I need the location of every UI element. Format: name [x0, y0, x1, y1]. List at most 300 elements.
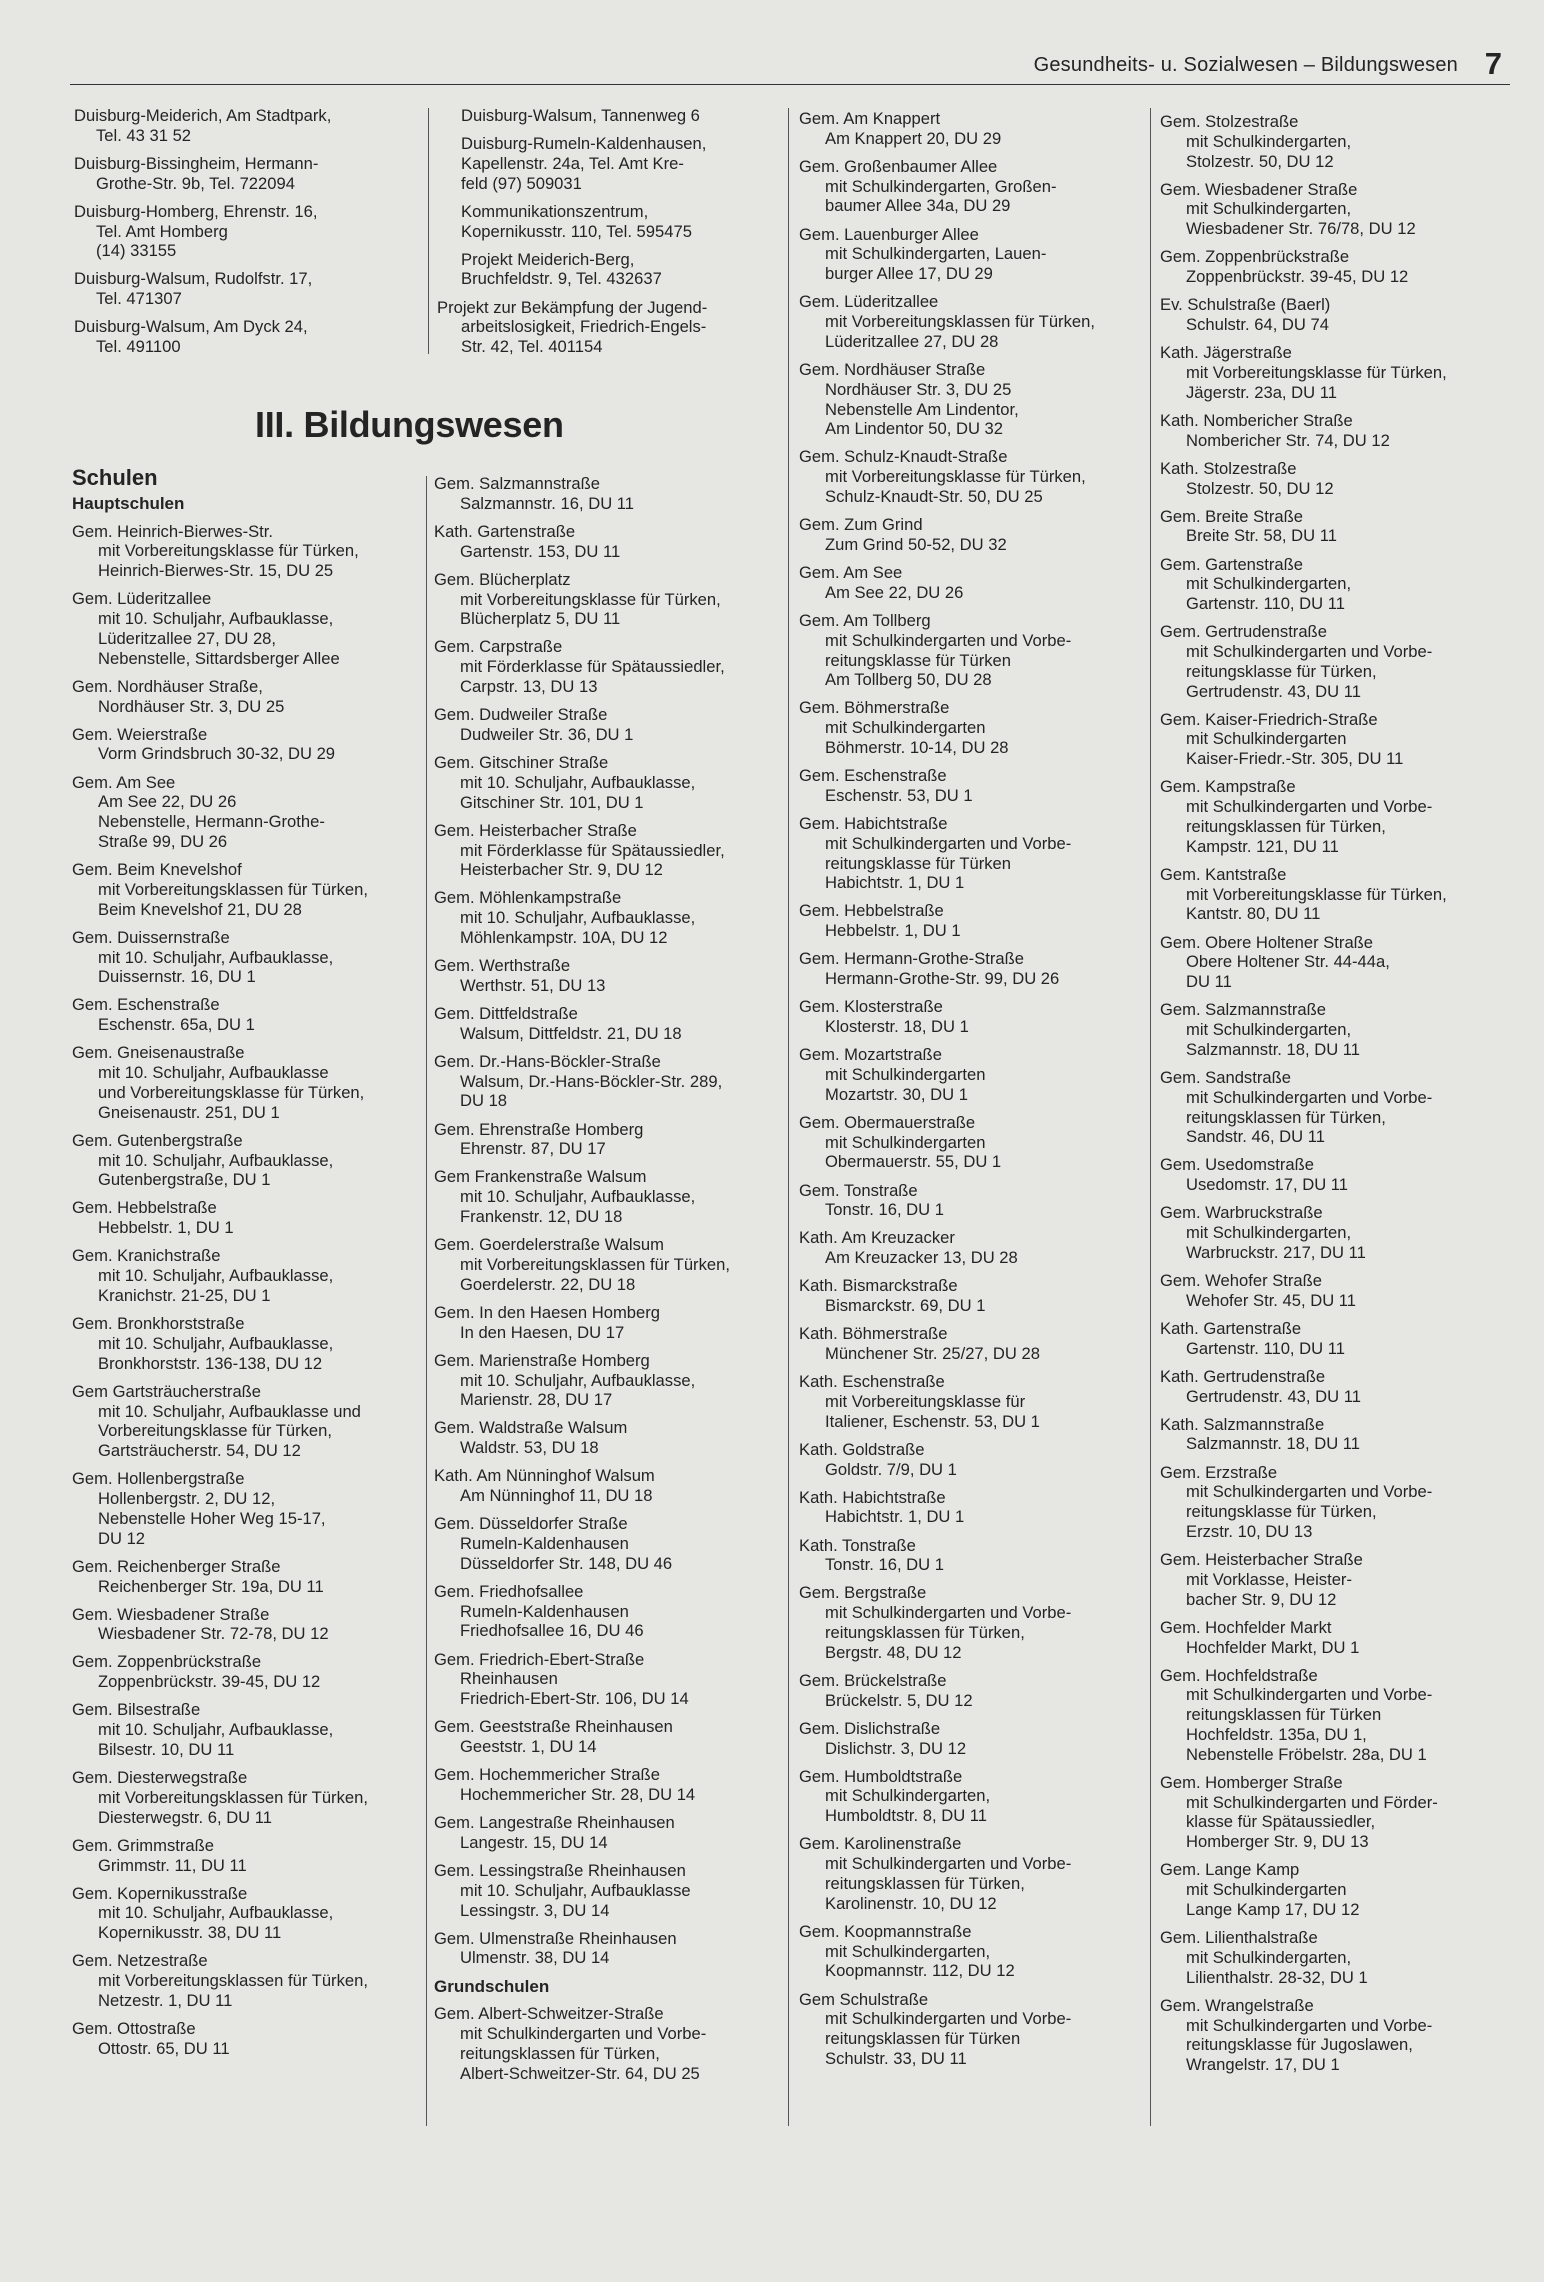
top-mid-address-list [437, 106, 782, 365]
school-name: Gem. Breite Straße [1160, 506, 1303, 526]
address-line: Kampstr. 121, DU 11 [1186, 836, 1339, 856]
school-name: Gem. Gartenstraße [1160, 554, 1303, 574]
list-item [437, 134, 782, 193]
school-name: Gem. Sandstraße [1160, 1067, 1291, 1087]
list-item [434, 1351, 779, 1410]
address-line: Nebenstelle Am Lindentor, [825, 399, 1019, 419]
list-item [72, 589, 412, 668]
school-name: Gem. Homberger Straße [1160, 1772, 1343, 1792]
address-line: Gartenstr. 110, DU 11 [1186, 1338, 1345, 1358]
school-name: Gem. Am See [799, 563, 903, 583]
list-item [434, 956, 779, 996]
address-line: Am Nünninghof 11, DU 18 [460, 1486, 653, 1506]
list-item [799, 766, 1144, 806]
list-item [434, 1466, 779, 1506]
address-line: Zum Grind 50-52, DU 32 [825, 534, 1007, 554]
address-line: burger Allee 17, DU 29 [825, 264, 993, 284]
address-line: mit Vorbereitungsklasse für [825, 1391, 1026, 1411]
address-line: Wiesbadener Str. 76/78, DU 12 [1186, 219, 1416, 239]
school-name: Kath. Böhmerstraße [799, 1324, 948, 1344]
list-item [434, 1303, 779, 1343]
list-item [72, 522, 412, 581]
address-line: Straße 99, DU 26 [98, 831, 228, 851]
school-name: Gem. Dr.-Hans-Böckler-Straße [434, 1051, 661, 1071]
address-line: Humboldtstr. 8, DU 11 [825, 1806, 988, 1826]
address-line: und Vorbereitungsklasse für Türken, [98, 1082, 365, 1102]
school-name: Kath. Gertrudenstraße [1160, 1366, 1326, 1386]
list-item [72, 995, 412, 1035]
address-line: (14) 33155 [96, 241, 177, 261]
school-name: Gem. Duissernstraße [72, 927, 230, 947]
school-name: Gem. Brückelstraße [799, 1670, 947, 1690]
address-line: Gneisenaustr. 251, DU 1 [98, 1102, 280, 1122]
address-line: reitungsklassen für Türken, [460, 2043, 660, 2063]
list-item [799, 1324, 1144, 1364]
address-line: Vorbereitungsklasse für Türken, [98, 1421, 332, 1441]
address-line: Tel. Amt Homberg [96, 221, 228, 241]
school-name: Gem. Nordhäuser Straße [799, 359, 986, 379]
list-item [1160, 1155, 1505, 1195]
school-name: Gem. Wiesbadener Straße [72, 1604, 270, 1624]
address-line: mit Schulkindergarten [825, 718, 986, 738]
list-item [72, 2019, 412, 2059]
list-item [1160, 1860, 1505, 1919]
address-line: mit Vorbereitungsklassen für Türken, [825, 312, 1095, 332]
school-name: Kath. Bismarckstraße [799, 1276, 958, 1296]
heading-grundschulen: Grundschulen [434, 1976, 550, 1996]
school-name: Gem. Kaiser-Friedrich-Straße [1160, 709, 1378, 729]
address-line: feld (97) 509031 [461, 173, 582, 193]
list-item [1160, 1928, 1505, 1987]
school-name: Gem. Düsseldorfer Straße [434, 1514, 628, 1534]
address-line: mit Schulkindergarten, [1186, 131, 1352, 151]
address-line: mit Vorbereitungsklasse für Türken, [460, 589, 721, 609]
address-line: mit Schulkindergarten und Vorbe- [825, 1854, 1072, 1874]
address-line: mit Schulkindergarten und Vorbe- [825, 1603, 1072, 1623]
address-line: mit 10. Schuljahr, Aufbauklasse, [98, 609, 334, 629]
list-item [1160, 1463, 1505, 1542]
list-item [799, 563, 1144, 603]
school-name: Kath. Jägerstraße [1160, 343, 1292, 363]
list-item [434, 637, 779, 696]
school-name: Gem. Erzstraße [1160, 1462, 1278, 1482]
address-line: baumer Allee 34a, DU 29 [825, 196, 1011, 216]
list-item [434, 705, 779, 745]
list-item [434, 1861, 779, 1920]
school-name: Gem Frankenstraße Walsum [434, 1167, 647, 1187]
address-line: mit 10. Schuljahr, Aufbauklasse, [98, 1720, 334, 1740]
school-name: Gem. In den Haesen Homberg [434, 1302, 660, 1322]
list-item [72, 1314, 412, 1373]
address-line: Am Lindentor 50, DU 32 [825, 419, 1004, 439]
address-line: Lüderitzallee 27, DU 28 [825, 331, 999, 351]
address-line: Str. 42, Tel. 401154 [461, 337, 603, 357]
location-name: Kommunikationszentrum, [461, 201, 649, 221]
address-line: Rheinhausen [460, 1669, 558, 1689]
school-name: Gem. Ulmenstraße Rheinhausen [434, 1928, 677, 1948]
list-item [1160, 1773, 1505, 1852]
list-item [434, 1004, 779, 1044]
school-name: Gem. Heisterbacher Straße [434, 820, 637, 840]
address-line: mit Schulkindergarten und Vorbe- [1186, 1482, 1433, 1502]
address-line: mit Vorklasse, Heister- [1186, 1569, 1352, 1589]
list-item [74, 154, 404, 194]
address-line: Salzmannstr. 16, DU 11 [460, 493, 635, 513]
page-header [70, 44, 1510, 85]
address-line: mit Schulkindergarten [825, 1132, 986, 1152]
address-line: Gertrudenstr. 43, DU 11 [1186, 1386, 1361, 1406]
address-line: Kaiser-Friedr.-Str. 305, DU 11 [1186, 749, 1404, 769]
column-divider [428, 108, 429, 354]
address-line: Nebenstelle, Hermann-Grothe- [98, 812, 325, 832]
list-item [434, 1418, 779, 1458]
address-line: Tonstr. 16, DU 1 [825, 1200, 944, 1220]
school-name: Gem. Hollenbergstraße [72, 1469, 245, 1489]
address-line: mit Schulkindergarten und Vorbe- [1186, 2015, 1433, 2035]
project-entry [437, 298, 782, 357]
school-name: Gem. Wiesbadener Straße [1160, 179, 1358, 199]
address-line: Tel. 491100 [96, 337, 181, 357]
school-name: Gem. Gneisenaustraße [72, 1043, 245, 1063]
address-line: Werthstr. 51, DU 13 [460, 975, 606, 995]
address-line: Kapellenstr. 24a, Tel. Amt Kre- [461, 153, 684, 173]
address-line: reitungsklassen für Türken [1186, 1705, 1382, 1725]
address-line: Ehrenstr. 87, DU 17 [460, 1139, 606, 1159]
address-line: Gutenbergstraße, DU 1 [98, 1170, 271, 1190]
list-item [72, 1836, 412, 1876]
address-line: klasse für Spätaussiedler, [1186, 1812, 1376, 1832]
school-name: Gem. Warbruckstraße [1160, 1203, 1323, 1223]
list-item [1160, 555, 1505, 614]
list-item [72, 1043, 412, 1122]
location-name: Duisburg-Bissingheim, Hermann- [74, 153, 319, 173]
school-name: Ev. Schulstraße (Baerl) [1160, 295, 1331, 315]
address-line: Am Knappert 20, DU 29 [825, 128, 1002, 148]
address-line: mit 10. Schuljahr, Aufbauklasse [460, 1880, 691, 1900]
list-item [799, 1488, 1144, 1528]
address-line: Lüderitzallee 27, DU 28, [98, 628, 277, 648]
address-line: Goldstr. 7/9, DU 1 [825, 1459, 957, 1479]
school-name: Gem. Hochfelder Markt [1160, 1617, 1332, 1637]
school-name: Gem. Hochemmericher Straße [434, 1765, 660, 1785]
address-line: mit 10. Schuljahr, Aufbauklasse und [98, 1401, 361, 1421]
list-item [799, 1228, 1144, 1268]
address-line: reitungsklasse für Türken [825, 650, 1011, 670]
school-name: Gem. Dislichstraße [799, 1718, 941, 1738]
list-item [437, 202, 782, 242]
school-name: Gem. Blücherplatz [434, 569, 571, 589]
address-line: Bruchfeldstr. 9, Tel. 432637 [461, 269, 662, 289]
school-name: Gem. Karolinenstraße [799, 1834, 962, 1854]
list-item [1160, 411, 1505, 451]
address-line: bacher Str. 9, DU 12 [1186, 1589, 1337, 1609]
address-line: Am See 22, DU 26 [825, 582, 964, 602]
address-line: DU 11 [1186, 972, 1232, 992]
school-name: Gem. Kantstraße [1160, 864, 1287, 884]
list-item [799, 1767, 1144, 1826]
school-name: Gem. Reichenberger Straße [72, 1556, 281, 1576]
address-line: Obere Holtener Str. 44-44a, [1186, 952, 1390, 972]
list-item [1160, 343, 1505, 402]
address-line: Kantstr. 80, DU 11 [1186, 904, 1321, 924]
list-item [1160, 1550, 1505, 1609]
school-name: Gem. Eschenstraße [72, 995, 220, 1015]
address-line: mit Schulkindergarten und Vorbe- [1186, 1087, 1433, 1107]
list-item [434, 1120, 779, 1160]
address-line: Obermauerstr. 55, DU 1 [825, 1152, 1002, 1172]
address-line: Goerdelerstr. 22, DU 18 [460, 1274, 636, 1294]
list-item [72, 1884, 412, 1943]
address-line: mit 10. Schuljahr, Aufbauklasse, [98, 1150, 334, 1170]
location-name: Duisburg-Walsum, Am Dyck 24, [74, 317, 308, 337]
list-item [72, 860, 412, 919]
school-name: Kath. Stolzestraße [1160, 458, 1297, 478]
list-item [437, 106, 782, 126]
address-line: mit Schulkindergarten, [1186, 574, 1352, 594]
school-name: Kath. Salzmannstraße [1160, 1414, 1325, 1434]
list-item [434, 570, 779, 629]
address-line: Rumeln-Kaldenhausen [460, 1534, 629, 1553]
school-name: Gem. Am See [72, 772, 176, 792]
address-line: Gertrudenstr. 43, DU 11 [1186, 681, 1361, 701]
address-line: reitungsklasse für Türken, [1186, 1502, 1377, 1522]
address-line: Münchener Str. 25/27, DU 28 [825, 1343, 1040, 1363]
page-number: 7 [1484, 46, 1502, 81]
list-item [1160, 622, 1505, 701]
address-line: Erzstr. 10, DU 13 [1186, 1521, 1313, 1541]
school-name: Gem. Grimmstraße [72, 1835, 214, 1855]
address-line: mit Vorbereitungsklassen für Türken, [460, 1254, 730, 1274]
school-name: Gem. Hebbelstraße [72, 1198, 217, 1218]
address-line: Gartsträucherstr. 54, DU 12 [98, 1441, 301, 1461]
address-line: Salzmannstr. 18, DU 11 [1186, 1039, 1361, 1059]
address-line: Carpstr. 13, DU 13 [460, 677, 598, 697]
school-name: Gem. Waldstraße Walsum [434, 1418, 628, 1438]
list-item [799, 1834, 1144, 1913]
school-name: Gem. Dudweiler Straße [434, 705, 608, 725]
school-name: Gem. Kopernikusstraße [72, 1883, 248, 1903]
address-line: Hochemmericher Str. 28, DU 14 [460, 1784, 696, 1804]
list-item [72, 725, 412, 765]
list-item [434, 821, 779, 880]
school-name: Gem. Heisterbacher Straße [1160, 1550, 1363, 1570]
address-line: Langestr. 15, DU 14 [460, 1832, 608, 1852]
address-line: Brückelstr. 5, DU 12 [825, 1690, 973, 1710]
school-name: Gem. Obere Holtener Straße [1160, 932, 1374, 952]
heading-hauptschulen: Hauptschulen [72, 493, 185, 513]
address-line: Schulz-Knaudt-Str. 50, DU 25 [825, 487, 1043, 507]
school-name: Gem. Bronkhorststraße [72, 1314, 245, 1334]
heading-schulen: Schulen [72, 465, 158, 490]
list-item [799, 109, 1144, 149]
address-line: Marienstr. 28, DU 17 [460, 1390, 613, 1410]
address-line: mit Vorbereitungsklassen für Türken, [98, 1971, 368, 1991]
address-line: mit Schulkindergarten, [1186, 199, 1352, 219]
address-line: Dislichstr. 3, DU 12 [825, 1738, 967, 1758]
school-name: Gem. Friedrich-Ebert-Straße [434, 1649, 645, 1669]
list-item [72, 1652, 412, 1692]
list-item [74, 202, 404, 261]
address-line: Düsseldorfer Str. 148, DU 46 [460, 1553, 673, 1573]
address-line: mit Vorbereitungsklasse für Türken, [98, 541, 359, 561]
address-line: Am Tollberg 50, DU 28 [825, 670, 992, 690]
school-name: Gem. Mozartstraße [799, 1045, 942, 1065]
address-line: Reichenberger Str. 19a, DU 11 [98, 1576, 324, 1596]
list-item [72, 1469, 412, 1548]
school-name: Gem. Zum Grind [799, 515, 923, 535]
school-name: Gem. Usedomstraße [1160, 1155, 1314, 1175]
address-line: Nebenstelle Hoher Weg 15-17, [98, 1508, 326, 1528]
address-line: Usedomstr. 17, DU 11 [1186, 1175, 1349, 1195]
address-line: Kopernikusstr. 38, DU 11 [98, 1923, 282, 1943]
address-line: Salzmannstr. 18, DU 11 [1186, 1434, 1361, 1454]
address-line: mit 10. Schuljahr, Aufbauklasse, [98, 947, 334, 967]
school-name: Gem. Bilsestraße [72, 1700, 201, 1720]
list-item [799, 1583, 1144, 1662]
school-name: Gem. Nordhäuser Straße, [72, 676, 263, 696]
section-title: III. Bildungswesen [255, 404, 564, 445]
list-item [72, 1246, 412, 1305]
list-item [437, 250, 782, 290]
column-4 [1160, 112, 1505, 2083]
address-line: mit Förderklasse für Spätaussiedler, [460, 657, 725, 677]
school-name: Kath. Gartenstraße [434, 521, 576, 541]
list-item [799, 901, 1144, 941]
school-name: Gem. Gertrudenstraße [1160, 622, 1327, 642]
school-name: Gem. Eschenstraße [799, 766, 947, 786]
address-line: Habichtstr. 1, DU 1 [825, 1507, 965, 1527]
school-name: Gem. Carpstraße [434, 637, 563, 657]
address-line: Wiesbadener Str. 72-78, DU 12 [98, 1624, 329, 1644]
address-line: Rumeln-Kaldenhausen [460, 1601, 629, 1621]
list-item [1160, 710, 1505, 769]
school-name: Gem. Hebbelstraße [799, 901, 944, 921]
school-name: Gem. Großenbaumer Allee [799, 156, 998, 176]
address-line: Tel. 43 31 52 [96, 125, 192, 145]
address-line: mit Schulkindergarten, [1186, 1223, 1352, 1243]
list-item [799, 157, 1144, 216]
address-line: mit Schulkindergarten und Förder- [1186, 1792, 1438, 1812]
address-line: Breite Str. 58, DU 11 [1186, 526, 1337, 546]
top-left-address-list [74, 106, 404, 365]
school-name: Gem. Hochfeldstraße [1160, 1665, 1318, 1685]
list-item [799, 225, 1144, 284]
address-line: Projekt zur Bekämpfung der Jugend- [437, 297, 708, 317]
list-item [1160, 1996, 1505, 2075]
list-item [799, 1922, 1144, 1981]
school-name: Gem. Stolzestraße [1160, 112, 1299, 131]
location-name: Duisburg-Walsum, Rudolfstr. 17, [74, 269, 313, 289]
school-name: Gem. Zoppenbrückstraße [1160, 247, 1350, 267]
column-3 [799, 109, 1144, 2077]
school-name: Kath. Nombericher Straße [1160, 410, 1353, 430]
list-item [799, 1181, 1144, 1221]
address-line: Heisterbacher Str. 9, DU 12 [460, 860, 663, 880]
list-item [72, 773, 412, 852]
address-line: Italiener, Eschenstr. 53, DU 1 [825, 1411, 1040, 1431]
list-item [799, 1440, 1144, 1480]
address-line: Karolinenstr. 10, DU 12 [825, 1893, 997, 1913]
list-item [434, 2004, 779, 2083]
address-line: Dudweiler Str. 36, DU 1 [460, 724, 634, 744]
list-item [1160, 1203, 1505, 1262]
address-line: Grimmstr. 11, DU 11 [98, 1855, 247, 1875]
school-name: Gem. Zoppenbrückstraße [72, 1652, 262, 1672]
address-line: Bilsestr. 10, DU 11 [98, 1739, 235, 1759]
address-line: Walsum, Dr.-Hans-Böckler-Str. 289, [460, 1071, 723, 1091]
address-line: mit Schulkindergarten und Vorbe- [825, 833, 1072, 853]
list-item [72, 1700, 412, 1759]
school-name: Kath. Habichtstraße [799, 1487, 946, 1507]
address-line: Netzestr. 1, DU 11 [98, 1990, 233, 2010]
school-name: Kath. Am Nünninghof Walsum [434, 1466, 655, 1486]
school-name: Gem. Wrangelstraße [1160, 1995, 1314, 2015]
school-name: Gem. Lüderitzallee [72, 589, 212, 609]
address-line: Friedrich-Ebert-Str. 106, DU 14 [460, 1689, 689, 1709]
list-item [799, 1671, 1144, 1711]
address-line: Jägerstr. 23a, DU 11 [1186, 382, 1337, 402]
address-line: Sandstr. 46, DU 11 [1186, 1127, 1325, 1147]
address-line: mit Schulkindergarten [1186, 729, 1347, 749]
address-line: mit 10. Schuljahr, Aufbauklasse, [98, 1266, 334, 1286]
address-line: Frankenstr. 12, DU 18 [460, 1207, 623, 1227]
location-name: Projekt Meiderich-Berg, [461, 249, 635, 269]
list-item [799, 949, 1144, 989]
address-line: Am See 22, DU 26 [98, 792, 237, 812]
school-name: Gem. Schulz-Knaudt-Straße [799, 447, 1008, 467]
school-name: Gem. Goerdelerstraße Walsum [434, 1235, 664, 1255]
list-item [434, 1717, 779, 1757]
address-line: mit Schulkindergarten und Vorbe- [1186, 1685, 1433, 1705]
address-line: mit Schulkindergarten und Vorbe- [825, 2009, 1072, 2029]
address-line: Zoppenbrückstr. 39-45, DU 12 [1186, 267, 1409, 287]
school-name: Gem. Tonstraße [799, 1180, 918, 1200]
address-line: Vorm Grindsbruch 30-32, DU 29 [98, 744, 336, 764]
list-item [799, 515, 1144, 555]
list-item [434, 1167, 779, 1226]
school-name: Gem. Am Knappert [799, 109, 941, 128]
school-name: Gem. Albert-Schweitzer-Straße [434, 2004, 664, 2024]
school-name: Gem. Langestraße Rheinhausen [434, 1813, 675, 1833]
school-name: Gem. Beim Knevelshof [72, 860, 242, 880]
address-line: reitungsklasse für Türken, [1186, 661, 1377, 681]
school-name: Gem. Lessingstraße Rheinhausen [434, 1860, 686, 1880]
address-line: mit Vorbereitungsklasse für Türken, [1186, 884, 1447, 904]
address-line: Wehofer Str. 45, DU 11 [1186, 1290, 1357, 1310]
address-line: mit 10. Schuljahr, Aufbauklasse, [98, 1903, 334, 1923]
address-line: Lilienthalstr. 28-32, DU 1 [1186, 1967, 1368, 1987]
address-line: Tel. 471307 [96, 289, 182, 309]
column-1 [72, 465, 412, 2067]
address-line: mit Vorbereitungsklasse für Türken, [1186, 362, 1447, 382]
list-item [799, 1276, 1144, 1316]
list-item [799, 292, 1144, 351]
address-line: Gartenstr. 153, DU 11 [460, 541, 621, 561]
address-line: Diesterwegstr. 6, DU 11 [98, 1807, 272, 1827]
location-name: Duisburg-Rumeln-Kaldenhausen, [461, 134, 707, 154]
list-item [1160, 933, 1505, 992]
address-line: mit 10. Schuljahr, Aufbauklasse [98, 1063, 329, 1083]
address-line: Gartenstr. 110, DU 11 [1186, 594, 1345, 614]
address-line: Klosterstr. 18, DU 1 [825, 1017, 969, 1037]
address-line: Geeststr. 1, DU 14 [460, 1737, 597, 1757]
address-line: Stolzestr. 50, DU 12 [1186, 478, 1334, 498]
school-name: Gem. Möhlenkampstraße [434, 888, 622, 908]
address-line: Schulstr. 64, DU 74 [1186, 315, 1329, 335]
school-name: Kath. Am Kreuzacker [799, 1228, 955, 1248]
school-name: Gem. Lilienthalstraße [1160, 1928, 1318, 1948]
school-name: Gem. Bergstraße [799, 1583, 927, 1603]
